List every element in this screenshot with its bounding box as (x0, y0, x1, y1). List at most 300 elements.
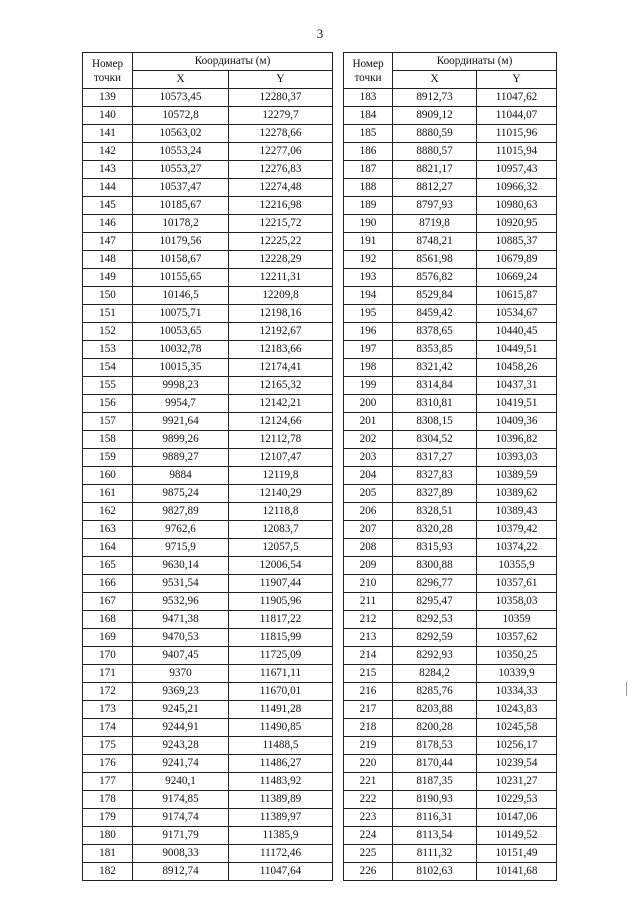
point-number-cell: 189 (344, 197, 393, 215)
y-coordinate-cell: 10419,51 (477, 395, 557, 413)
x-coordinate-cell: 8880,59 (393, 125, 477, 143)
scan-mark (626, 682, 627, 696)
point-number-cell: 176 (83, 755, 133, 773)
y-coordinate-cell: 11670,01 (229, 683, 333, 701)
table-row (344, 107, 557, 125)
table-row (344, 125, 557, 143)
x-coordinate-cell: 9875,24 (133, 485, 229, 503)
point-number-cell: 146 (83, 215, 133, 233)
x-coordinate-cell: 8292,93 (393, 647, 477, 665)
point-number-header-line2: точки (93, 71, 122, 84)
y-coordinate-cell: 10615,87 (477, 287, 557, 305)
y-coordinate-cell: 11905,96 (229, 593, 333, 611)
point-number-cell: 157 (83, 413, 133, 431)
x-coordinate-cell: 9407,45 (133, 647, 229, 665)
y-coordinate-cell: 12183,66 (229, 341, 333, 359)
x-coordinate-cell: 8327,83 (393, 467, 477, 485)
table-row (344, 863, 557, 881)
coordinates-header: Координаты (м) (393, 53, 557, 71)
y-coordinate-cell: 11172,46 (229, 845, 333, 863)
table-row (344, 719, 557, 737)
point-number-cell: 200 (344, 395, 393, 413)
point-number-cell: 177 (83, 773, 133, 791)
x-coordinate-cell: 9008,33 (133, 845, 229, 863)
table-row (83, 377, 333, 395)
y-coordinate-cell: 11491,28 (229, 701, 333, 719)
x-coordinate-cell: 9370 (133, 665, 229, 683)
point-number-cell: 205 (344, 485, 393, 503)
table-row (344, 197, 557, 215)
y-coordinate-cell: 12192,67 (229, 323, 333, 341)
point-number-cell: 204 (344, 467, 393, 485)
x-coordinate-cell: 9715,9 (133, 539, 229, 557)
y-coordinate-cell: 10355,9 (477, 557, 557, 575)
y-coordinate-cell: 10149,52 (477, 827, 557, 845)
table-row (83, 521, 333, 539)
point-number-cell: 173 (83, 701, 133, 719)
y-coordinate-cell: 10245,58 (477, 719, 557, 737)
point-number-cell: 154 (83, 359, 133, 377)
point-number-cell: 226 (344, 863, 393, 881)
y-coordinate-cell: 10885,37 (477, 233, 557, 251)
point-number-cell: 178 (83, 791, 133, 809)
table-row (344, 161, 557, 179)
y-coordinate-cell: 11725,09 (229, 647, 333, 665)
point-number-cell: 216 (344, 683, 393, 701)
y-coordinate-cell: 12142,21 (229, 395, 333, 413)
point-number-cell: 163 (83, 521, 133, 539)
x-coordinate-cell: 8909,12 (393, 107, 477, 125)
y-coordinate-cell: 11907,44 (229, 575, 333, 593)
point-number-cell: 194 (344, 287, 393, 305)
table-row (344, 755, 557, 773)
y-coordinate-cell: 11044,07 (477, 107, 557, 125)
table-row (83, 125, 333, 143)
x-coordinate-cell: 8170,44 (393, 755, 477, 773)
y-coordinate-cell: 12057,5 (229, 539, 333, 557)
point-number-cell: 143 (83, 161, 133, 179)
point-number-cell: 193 (344, 269, 393, 287)
table-row (344, 827, 557, 845)
x-coordinate-cell: 8200,28 (393, 719, 477, 737)
y-coordinate-cell: 10141,68 (477, 863, 557, 881)
point-number-cell: 214 (344, 647, 393, 665)
table-row (344, 251, 557, 269)
y-coordinate-cell: 12228,29 (229, 251, 333, 269)
x-coordinate-cell: 9470,53 (133, 629, 229, 647)
x-coordinate-cell: 8797,93 (393, 197, 477, 215)
x-coordinate-cell: 8880,57 (393, 143, 477, 161)
table-row (344, 539, 557, 557)
point-number-cell: 140 (83, 107, 133, 125)
point-number-cell: 197 (344, 341, 393, 359)
y-coordinate-cell: 10920,95 (477, 215, 557, 233)
point-number-cell: 150 (83, 287, 133, 305)
point-number-cell: 141 (83, 125, 133, 143)
table-row (83, 305, 333, 323)
y-coordinate-cell: 10379,42 (477, 521, 557, 539)
table-row (83, 251, 333, 269)
x-coordinate-cell: 9899,26 (133, 431, 229, 449)
point-number-cell: 151 (83, 305, 133, 323)
x-coordinate-cell: 8328,51 (393, 503, 477, 521)
point-number-cell: 217 (344, 701, 393, 719)
point-number-cell: 219 (344, 737, 393, 755)
x-coordinate-cell: 9532,96 (133, 593, 229, 611)
x-coordinate-cell: 8315,93 (393, 539, 477, 557)
x-coordinate-cell: 8912,74 (133, 863, 229, 881)
table-row (344, 215, 557, 233)
x-coordinate-cell: 8320,28 (393, 521, 477, 539)
point-number-cell: 187 (344, 161, 393, 179)
y-coordinate-cell: 10440,45 (477, 323, 557, 341)
table-row (344, 305, 557, 323)
y-coordinate-cell: 10358,03 (477, 593, 557, 611)
table-row (344, 413, 557, 431)
x-coordinate-cell: 10563,02 (133, 125, 229, 143)
point-number-cell: 144 (83, 179, 133, 197)
y-coordinate-cell: 10359 (477, 611, 557, 629)
x-coordinate-cell: 9174,85 (133, 791, 229, 809)
table-row (83, 773, 333, 791)
point-number-cell: 222 (344, 791, 393, 809)
x-coordinate-cell: 10015,35 (133, 359, 229, 377)
x-coordinate-cell: 8314,84 (393, 377, 477, 395)
point-number-cell: 225 (344, 845, 393, 863)
x-coordinate-cell: 8285,76 (393, 683, 477, 701)
point-number-cell: 186 (344, 143, 393, 161)
point-number-cell: 188 (344, 179, 393, 197)
y-coordinate-cell: 10334,33 (477, 683, 557, 701)
point-number-cell: 153 (83, 341, 133, 359)
point-number-cell: 206 (344, 503, 393, 521)
table-row (83, 269, 333, 287)
table-row (344, 467, 557, 485)
y-coordinate-cell: 11817,22 (229, 611, 333, 629)
table-row (344, 737, 557, 755)
table-row (344, 791, 557, 809)
x-coordinate-cell: 9174,74 (133, 809, 229, 827)
table-row (83, 143, 333, 161)
table-row (83, 719, 333, 737)
point-number-cell: 169 (83, 629, 133, 647)
x-coordinate-cell: 10075,71 (133, 305, 229, 323)
y-coordinate-cell: 10339,9 (477, 665, 557, 683)
table-row (83, 359, 333, 377)
coordinates-table-right (343, 52, 557, 881)
table-row (83, 809, 333, 827)
x-coordinate-cell: 8292,59 (393, 629, 477, 647)
x-coordinate-cell: 8353,85 (393, 341, 477, 359)
point-number-cell: 147 (83, 233, 133, 251)
table-row (83, 701, 333, 719)
x-coordinate-cell: 9244,91 (133, 719, 229, 737)
table-row (83, 485, 333, 503)
y-coordinate-cell: 11815,99 (229, 629, 333, 647)
table-row (83, 683, 333, 701)
point-number-cell: 174 (83, 719, 133, 737)
x-coordinate-cell: 9998,23 (133, 377, 229, 395)
x-coordinate-cell: 9531,54 (133, 575, 229, 593)
table-row (83, 503, 333, 521)
coordinates-header: Координаты (м) (133, 53, 333, 71)
x-coordinate-cell: 8113,54 (393, 827, 477, 845)
x-coordinate-cell: 10553,24 (133, 143, 229, 161)
x-coordinate-cell: 9884 (133, 467, 229, 485)
y-coordinate-cell: 12215,72 (229, 215, 333, 233)
point-number-cell: 224 (344, 827, 393, 845)
point-number-cell: 167 (83, 593, 133, 611)
x-coordinate-cell: 8300,88 (393, 557, 477, 575)
y-coordinate-cell: 11483,92 (229, 773, 333, 791)
point-number-cell: 192 (344, 251, 393, 269)
point-number-cell: 190 (344, 215, 393, 233)
y-coordinate-cell: 10389,59 (477, 467, 557, 485)
table-row (83, 467, 333, 485)
y-coordinate-cell: 10409,36 (477, 413, 557, 431)
point-number-cell: 223 (344, 809, 393, 827)
y-coordinate-cell: 11047,62 (477, 89, 557, 107)
point-number-cell: 183 (344, 89, 393, 107)
point-number-header-line1: Номер (91, 57, 124, 70)
y-coordinate-cell: 11389,89 (229, 791, 333, 809)
table-row (83, 233, 333, 251)
y-coordinate-cell: 11490,85 (229, 719, 333, 737)
point-number-cell: 180 (83, 827, 133, 845)
point-number-cell: 201 (344, 413, 393, 431)
point-number-cell: 175 (83, 737, 133, 755)
x-coordinate-cell: 8111,32 (393, 845, 477, 863)
x-coordinate-cell: 9240,1 (133, 773, 229, 791)
y-coordinate-cell: 12279,7 (229, 107, 333, 125)
y-coordinate-cell: 12209,8 (229, 287, 333, 305)
table-row (83, 323, 333, 341)
x-coordinate-cell: 8719,8 (393, 215, 477, 233)
x-coordinate-cell: 8304,52 (393, 431, 477, 449)
y-coordinate-cell: 12211,31 (229, 269, 333, 287)
x-coordinate-cell: 8327,89 (393, 485, 477, 503)
y-coordinate-cell: 12225,22 (229, 233, 333, 251)
y-coordinate-cell: 10396,82 (477, 431, 557, 449)
table-row (344, 179, 557, 197)
x-coordinate-cell: 8321,42 (393, 359, 477, 377)
table-row (83, 413, 333, 431)
x-coordinate-cell: 8295,47 (393, 593, 477, 611)
table-row (344, 341, 557, 359)
coordinates-table-left (82, 52, 333, 881)
x-coordinate-cell: 8102,63 (393, 863, 477, 881)
x-coordinate-cell: 9630,14 (133, 557, 229, 575)
x-coordinate-cell: 10032,78 (133, 341, 229, 359)
table-row (83, 647, 333, 665)
table-row (344, 773, 557, 791)
table-row (344, 683, 557, 701)
y-header: Y (477, 71, 557, 89)
point-number-cell: 170 (83, 647, 133, 665)
y-coordinate-cell: 10437,31 (477, 377, 557, 395)
point-number-cell: 211 (344, 593, 393, 611)
point-number-cell: 199 (344, 377, 393, 395)
y-coordinate-cell: 10389,62 (477, 485, 557, 503)
y-coordinate-cell: 11015,96 (477, 125, 557, 143)
table-row (344, 629, 557, 647)
x-coordinate-cell: 10572,8 (133, 107, 229, 125)
point-number-cell: 171 (83, 665, 133, 683)
point-number-cell: 164 (83, 539, 133, 557)
x-coordinate-cell: 9369,23 (133, 683, 229, 701)
table-row (344, 269, 557, 287)
point-number-cell: 208 (344, 539, 393, 557)
table-row (83, 539, 333, 557)
point-number-cell: 185 (344, 125, 393, 143)
y-coordinate-cell: 10229,53 (477, 791, 557, 809)
x-coordinate-cell: 8178,53 (393, 737, 477, 755)
y-coordinate-cell: 10980,63 (477, 197, 557, 215)
x-coordinate-cell: 8203,88 (393, 701, 477, 719)
table-row (83, 791, 333, 809)
table-row (83, 161, 333, 179)
y-coordinate-cell: 12119,8 (229, 467, 333, 485)
x-coordinate-cell: 8296,77 (393, 575, 477, 593)
point-number-cell: 159 (83, 449, 133, 467)
point-number-cell: 210 (344, 575, 393, 593)
point-number-cell: 165 (83, 557, 133, 575)
y-coordinate-cell: 10151,49 (477, 845, 557, 863)
point-number-cell: 166 (83, 575, 133, 593)
table-row (344, 359, 557, 377)
x-coordinate-cell: 8284,2 (393, 665, 477, 683)
x-coordinate-cell: 10553,27 (133, 161, 229, 179)
y-coordinate-cell: 12280,37 (229, 89, 333, 107)
x-coordinate-cell: 8292,53 (393, 611, 477, 629)
y-coordinate-cell: 11671,11 (229, 665, 333, 683)
table-row (83, 449, 333, 467)
table-row (344, 575, 557, 593)
table-row (83, 575, 333, 593)
table-row (83, 665, 333, 683)
y-coordinate-cell: 12278,66 (229, 125, 333, 143)
table-row (344, 809, 557, 827)
table-row (83, 629, 333, 647)
y-header: Y (229, 71, 333, 89)
y-coordinate-cell: 10357,62 (477, 629, 557, 647)
table-row (83, 845, 333, 863)
x-coordinate-cell: 10158,67 (133, 251, 229, 269)
point-number-cell: 202 (344, 431, 393, 449)
y-coordinate-cell: 10243,83 (477, 701, 557, 719)
y-coordinate-cell: 10256,17 (477, 737, 557, 755)
table-row (344, 449, 557, 467)
point-number-header (83, 53, 133, 89)
point-number-cell: 168 (83, 611, 133, 629)
x-coordinate-cell: 9921,64 (133, 413, 229, 431)
point-number-cell: 213 (344, 629, 393, 647)
y-coordinate-cell: 12198,16 (229, 305, 333, 323)
point-number-cell: 172 (83, 683, 133, 701)
y-coordinate-cell: 12277,06 (229, 143, 333, 161)
y-coordinate-cell: 12216,98 (229, 197, 333, 215)
point-number-cell: 162 (83, 503, 133, 521)
table-row (344, 323, 557, 341)
table-row (83, 341, 333, 359)
point-number-cell: 160 (83, 467, 133, 485)
point-number-cell: 212 (344, 611, 393, 629)
table-row (83, 287, 333, 305)
x-coordinate-cell: 10185,67 (133, 197, 229, 215)
table-row (83, 197, 333, 215)
y-coordinate-cell: 10458,26 (477, 359, 557, 377)
y-coordinate-cell: 10147,06 (477, 809, 557, 827)
x-coordinate-cell: 10146,5 (133, 287, 229, 305)
x-coordinate-cell: 10537,47 (133, 179, 229, 197)
point-number-cell: 221 (344, 773, 393, 791)
y-coordinate-cell: 12140,29 (229, 485, 333, 503)
y-coordinate-cell: 11389,97 (229, 809, 333, 827)
y-coordinate-cell: 10350,25 (477, 647, 557, 665)
table-row (344, 485, 557, 503)
table-row (344, 611, 557, 629)
y-coordinate-cell: 10357,61 (477, 575, 557, 593)
page-number: 3 (316, 26, 324, 41)
y-coordinate-cell: 12006,54 (229, 557, 333, 575)
x-coordinate-cell: 8190,93 (393, 791, 477, 809)
table-row (344, 521, 557, 539)
table-row (83, 737, 333, 755)
x-coordinate-cell: 8821,17 (393, 161, 477, 179)
point-number-header-line1: Номер (352, 57, 384, 70)
point-number-cell: 203 (344, 449, 393, 467)
x-coordinate-cell: 8529,84 (393, 287, 477, 305)
point-number-cell: 139 (83, 89, 133, 107)
table-row (83, 827, 333, 845)
point-number-cell: 181 (83, 845, 133, 863)
x-coordinate-cell: 8116,31 (393, 809, 477, 827)
y-coordinate-cell: 12276,83 (229, 161, 333, 179)
point-number-cell: 155 (83, 377, 133, 395)
point-number-cell: 184 (344, 107, 393, 125)
table-row (83, 107, 333, 125)
table-row (344, 395, 557, 413)
table-row (344, 665, 557, 683)
x-coordinate-cell: 8912,73 (393, 89, 477, 107)
x-coordinate-cell: 10053,65 (133, 323, 229, 341)
y-coordinate-cell: 10534,67 (477, 305, 557, 323)
y-coordinate-cell: 11385,9 (229, 827, 333, 845)
x-coordinate-cell: 8576,82 (393, 269, 477, 287)
x-coordinate-cell: 8459,42 (393, 305, 477, 323)
point-number-cell: 191 (344, 233, 393, 251)
table-row (344, 503, 557, 521)
point-number-cell: 218 (344, 719, 393, 737)
x-coordinate-cell: 9243,28 (133, 737, 229, 755)
y-coordinate-cell: 10374,22 (477, 539, 557, 557)
y-coordinate-cell: 10449,51 (477, 341, 557, 359)
point-number-cell: 152 (83, 323, 133, 341)
table-row (83, 863, 333, 881)
y-coordinate-cell: 10966,32 (477, 179, 557, 197)
point-number-cell: 145 (83, 197, 133, 215)
table-row (344, 233, 557, 251)
point-number-cell: 148 (83, 251, 133, 269)
table-row (344, 143, 557, 161)
y-coordinate-cell: 10239,54 (477, 755, 557, 773)
x-coordinate-cell: 10179,56 (133, 233, 229, 251)
y-coordinate-cell: 12118,8 (229, 503, 333, 521)
x-header: X (133, 71, 229, 89)
x-coordinate-cell: 8561,98 (393, 251, 477, 269)
table-row (344, 593, 557, 611)
x-coordinate-cell: 9827,89 (133, 503, 229, 521)
